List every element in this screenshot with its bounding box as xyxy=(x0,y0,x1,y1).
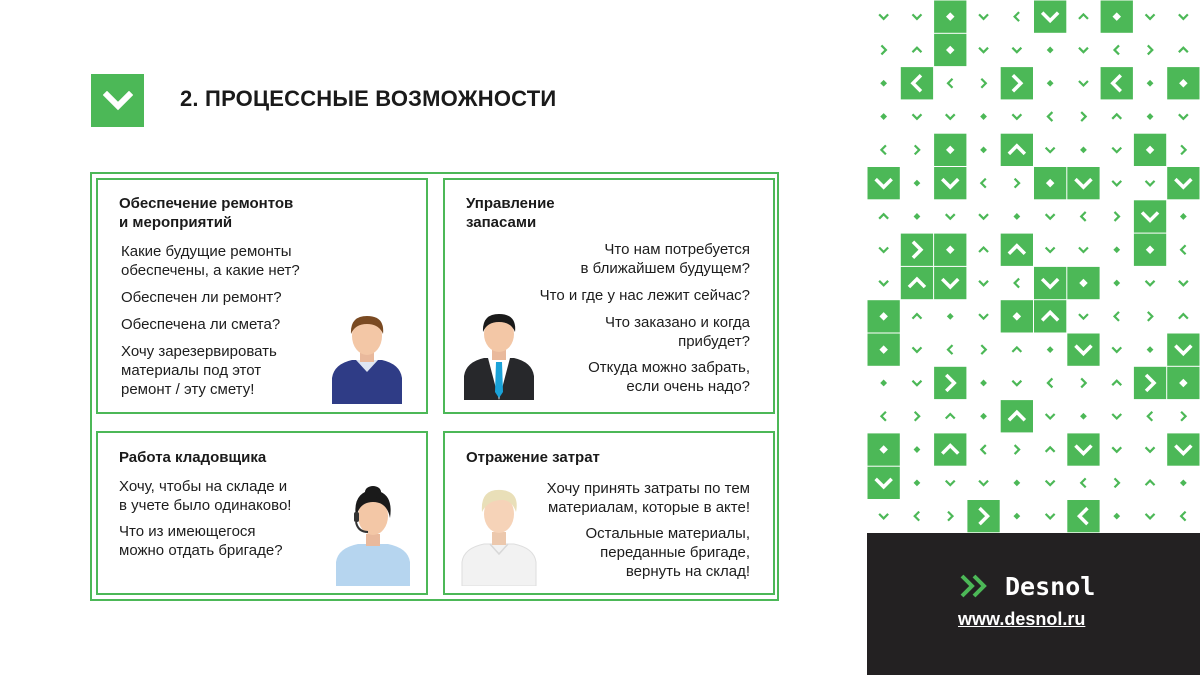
card-title: Обеспечение ремонтов и мероприятий xyxy=(119,195,294,231)
question-text: Что и где у нас лежит сейчас? xyxy=(539,287,750,304)
question-text: Хочу принять затраты по тем материалам, которые в акте! xyxy=(546,480,750,516)
brand-name: Desnol xyxy=(1005,572,1096,601)
question-text: Что заказано и когда прибудет? xyxy=(604,314,750,350)
man-sweater-avatar xyxy=(330,312,404,404)
question-text: Что нам потребуется в ближайшем будущем? xyxy=(580,241,750,277)
operator-headset-avatar xyxy=(334,486,412,586)
double-chevron-right-icon xyxy=(958,572,994,600)
card-title: Отражение затрат xyxy=(466,449,600,466)
question-text: Какие будущие ремонты обеспечены, а какие нет? xyxy=(121,243,300,279)
card-title: Управление запасами xyxy=(466,195,555,231)
brand-url-link[interactable]: www.desnol.ru xyxy=(958,609,1086,629)
question-text: Обеспечена ли смета? xyxy=(121,316,281,333)
question-text: Остальные материалы, переданные бригаде, вернуть на склад! xyxy=(585,525,750,580)
question-text: Обеспечен ли ремонт? xyxy=(121,289,282,306)
title-badge xyxy=(91,74,144,127)
question-text: Откуда можно забрать, если очень надо? xyxy=(588,359,750,395)
question-text: Что из имеющегося можно отдать бригаде? xyxy=(119,523,283,559)
brand-box xyxy=(867,533,1200,675)
chevron-down-icon xyxy=(103,91,133,111)
question-text: Хочу зарезервировать материалы под этот ремонт / эту смету! xyxy=(121,343,277,398)
card-title: Работа кладовщика xyxy=(119,449,267,466)
decorative-pattern xyxy=(867,0,1200,533)
businessman-avatar xyxy=(462,312,536,400)
blond-person-avatar xyxy=(460,486,538,586)
question-text: Хочу, чтобы на складе и в учете было одинаково! xyxy=(119,478,292,514)
page-title: 2. ПРОЦЕССНЫЕ ВОЗМОЖНОСТИ xyxy=(180,86,557,111)
